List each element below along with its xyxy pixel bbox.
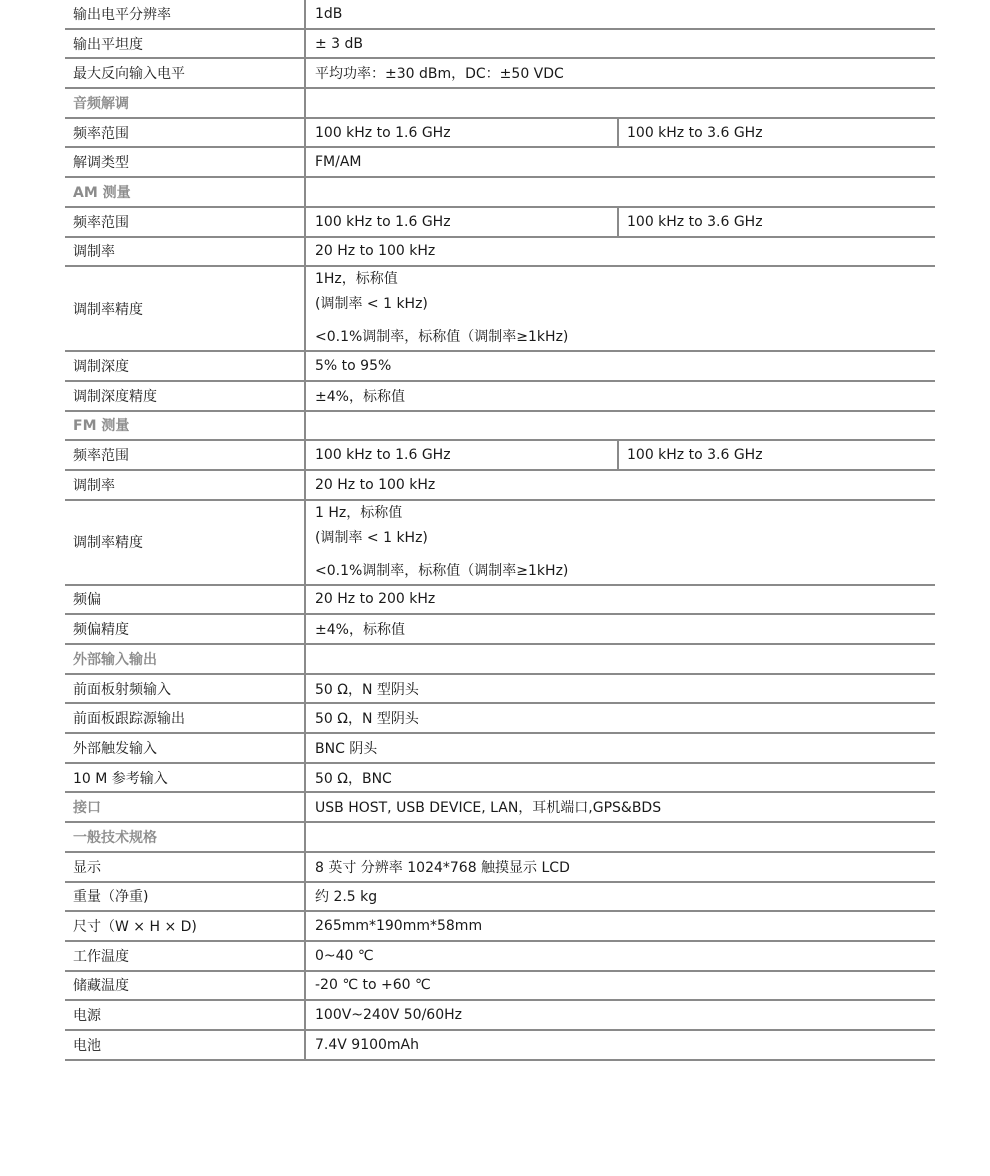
- table-row: [65, 704, 935, 734]
- table-row: [65, 208, 935, 238]
- spec-value-line: <0.1%调制率，标称值（调制率≥1kHz): [315, 329, 569, 346]
- spec-value: 约 2.5 kg: [315, 889, 378, 906]
- table-row: [65, 883, 935, 913]
- spec-value-line: (调制率 < 1 kHz): [315, 529, 428, 546]
- spec-value-line: <0.1%调制率，标称值（调制率≥1kHz): [315, 562, 569, 579]
- spec-label: 调制率: [65, 471, 306, 499]
- spec-value-cell: [306, 586, 935, 614]
- table-row: [65, 615, 935, 645]
- table-row: [65, 471, 935, 501]
- spec-table: [65, 0, 935, 1061]
- section-title: FM 测量: [65, 412, 306, 440]
- spec-label: 显示: [65, 853, 306, 881]
- spec-label: 电源: [65, 1001, 306, 1029]
- spec-value: ± 3 dB: [315, 35, 364, 52]
- spec-label: 频率范围: [65, 208, 306, 236]
- spec-value: [306, 645, 315, 673]
- spec-value: 50 Ω，N 型阴头: [315, 711, 419, 728]
- spec-value: 100V~240V 50/60Hz: [315, 1007, 462, 1024]
- spec-label: 解调类型: [65, 148, 306, 176]
- spec-label: 最大反向输入电平: [65, 59, 306, 87]
- spec-value-cell: [306, 178, 935, 206]
- spec-value-cell: [306, 615, 935, 643]
- spec-value-cell: [306, 645, 935, 673]
- table-row: [65, 148, 935, 178]
- spec-value-line: (调制率 < 1 kHz): [315, 296, 428, 313]
- spec-value: 8 英寸 分辨率 1024*768 触摸显示 LCD: [315, 859, 570, 876]
- table-row: [65, 972, 935, 1002]
- spec-value-cell: [306, 382, 935, 410]
- section-row: [65, 823, 935, 853]
- table-row: [65, 1001, 935, 1031]
- spec-label: 频偏精度: [65, 615, 306, 643]
- section-row: [65, 178, 935, 208]
- table-row: [65, 119, 935, 149]
- spec-value-cell: [306, 793, 935, 821]
- spec-value-cell: [306, 412, 935, 440]
- spec-value: [306, 412, 315, 440]
- table-row: [65, 675, 935, 705]
- table-row: [65, 942, 935, 972]
- spec-value-cell: [306, 704, 935, 732]
- table-row: [65, 912, 935, 942]
- section-title: 一般技术规格: [65, 823, 306, 851]
- spec-value: 1dB: [315, 5, 343, 22]
- table-row: [65, 0, 935, 30]
- table-row: [65, 441, 935, 471]
- spec-value-cell: [306, 0, 935, 28]
- value-model-b: 100 kHz to 3.6 GHz: [627, 124, 763, 141]
- spec-value-cell: [306, 352, 935, 380]
- table-row: [65, 30, 935, 60]
- spec-value-cell: [306, 59, 935, 87]
- spec-value: 265mm*190mm*58mm: [315, 918, 483, 935]
- spec-value: ±4%，标称值: [315, 388, 405, 405]
- section-row: [65, 89, 935, 119]
- spec-value-cell: [306, 883, 935, 911]
- spec-value: 50 Ω，BNC: [315, 770, 392, 787]
- section-row: [65, 645, 935, 675]
- section-title: 音频解调: [65, 89, 306, 117]
- table-row: [65, 853, 935, 883]
- table-row: [65, 586, 935, 616]
- spec-value-cell: [306, 89, 935, 117]
- table-row: [65, 1031, 935, 1061]
- table-row: [65, 59, 935, 89]
- spec-value: 20 Hz to 100 kHz: [315, 476, 436, 493]
- spec-value: [306, 89, 315, 117]
- spec-value: FM/AM: [315, 154, 362, 171]
- spec-label: 频偏: [65, 586, 306, 614]
- section-title: 外部输入输出: [65, 645, 306, 673]
- table-row: [65, 267, 935, 352]
- spec-value: ±4%，标称值: [315, 622, 405, 639]
- table-row: [65, 352, 935, 382]
- section-row: [65, 793, 935, 823]
- spec-value-cell: [306, 764, 935, 792]
- spec-value-cell: [306, 148, 935, 176]
- spec-value-cell: [306, 972, 935, 1000]
- spec-label: 调制深度: [65, 352, 306, 380]
- spec-value-cell: [306, 208, 935, 236]
- section-title: AM 测量: [65, 178, 306, 206]
- spec-value-cell: [306, 119, 935, 147]
- spec-value-cell: [306, 1031, 935, 1059]
- spec-value-line: 1 Hz，标称值: [315, 504, 403, 521]
- spec-value-cell: [306, 471, 935, 499]
- spec-label: 外部触发输入: [65, 734, 306, 762]
- spec-value-cell: [306, 823, 935, 851]
- section-row: [65, 412, 935, 442]
- spec-label: 输出平坦度: [65, 30, 306, 58]
- table-row: [65, 764, 935, 794]
- spec-value-lines: [306, 501, 935, 584]
- spec-value-cell: [306, 853, 935, 881]
- spec-value: -20 ℃ to +60 ℃: [315, 977, 431, 994]
- spec-value: 20 Hz to 200 kHz: [315, 591, 436, 608]
- spec-label: 频率范围: [65, 441, 306, 469]
- spec-value-line: 1Hz，标称值: [315, 271, 398, 288]
- value-model-a: 100 kHz to 1.6 GHz: [306, 441, 619, 469]
- spec-label: 储藏温度: [65, 972, 306, 1000]
- spec-value-cell: [306, 30, 935, 58]
- spec-value: BNC 阴头: [315, 740, 378, 757]
- spec-value-cell: [306, 1001, 935, 1029]
- value-model-a: 100 kHz to 1.6 GHz: [306, 208, 619, 236]
- spec-value: 0~40 ℃: [315, 947, 374, 964]
- spec-label: 前面板射频输入: [65, 675, 306, 703]
- spec-label: 调制深度精度: [65, 382, 306, 410]
- spec-value: 7.4V 9100mAh: [315, 1036, 420, 1053]
- section-title: 接口: [65, 793, 306, 821]
- spec-label: 前面板跟踪源输出: [65, 704, 306, 732]
- spec-label: 重量（净重): [65, 883, 306, 911]
- spec-label: 尺寸（W × H × D): [65, 912, 306, 940]
- spec-label: 频率范围: [65, 119, 306, 147]
- spec-value-cell: [306, 734, 935, 762]
- spec-label: 调制率精度: [65, 501, 306, 584]
- spec-value-cell: [306, 912, 935, 940]
- table-row: [65, 501, 935, 586]
- spec-value: 平均功率：±30 dBm，DC：±50 VDC: [315, 66, 564, 83]
- spec-value: 5% to 95%: [315, 358, 392, 375]
- spec-value-lines: [306, 267, 935, 350]
- value-model-b: 100 kHz to 3.6 GHz: [627, 213, 763, 230]
- spec-value: [306, 178, 315, 206]
- spec-label: 电池: [65, 1031, 306, 1059]
- value-model-b: 100 kHz to 3.6 GHz: [627, 447, 763, 464]
- spec-label: 调制率精度: [65, 267, 306, 350]
- spec-value-cell: [306, 441, 935, 469]
- spec-value: 20 Hz to 100 kHz: [315, 243, 436, 260]
- spec-value-cell: [306, 942, 935, 970]
- table-row: [65, 734, 935, 764]
- table-row: [65, 382, 935, 412]
- spec-value: [306, 823, 315, 851]
- spec-label: 工作温度: [65, 942, 306, 970]
- spec-value-cell: [306, 238, 935, 266]
- spec-label: 输出电平分辨率: [65, 0, 306, 28]
- value-model-a: 100 kHz to 1.6 GHz: [306, 119, 619, 147]
- spec-value: 50 Ω，N 型阴头: [315, 681, 419, 698]
- table-row: [65, 238, 935, 268]
- spec-value: USB HOST, USB DEVICE, LAN，耳机端口,GPS&BDS: [315, 800, 662, 817]
- spec-label: 10 M 参考输入: [65, 764, 306, 792]
- spec-value-cell: [306, 675, 935, 703]
- spec-label: 调制率: [65, 238, 306, 266]
